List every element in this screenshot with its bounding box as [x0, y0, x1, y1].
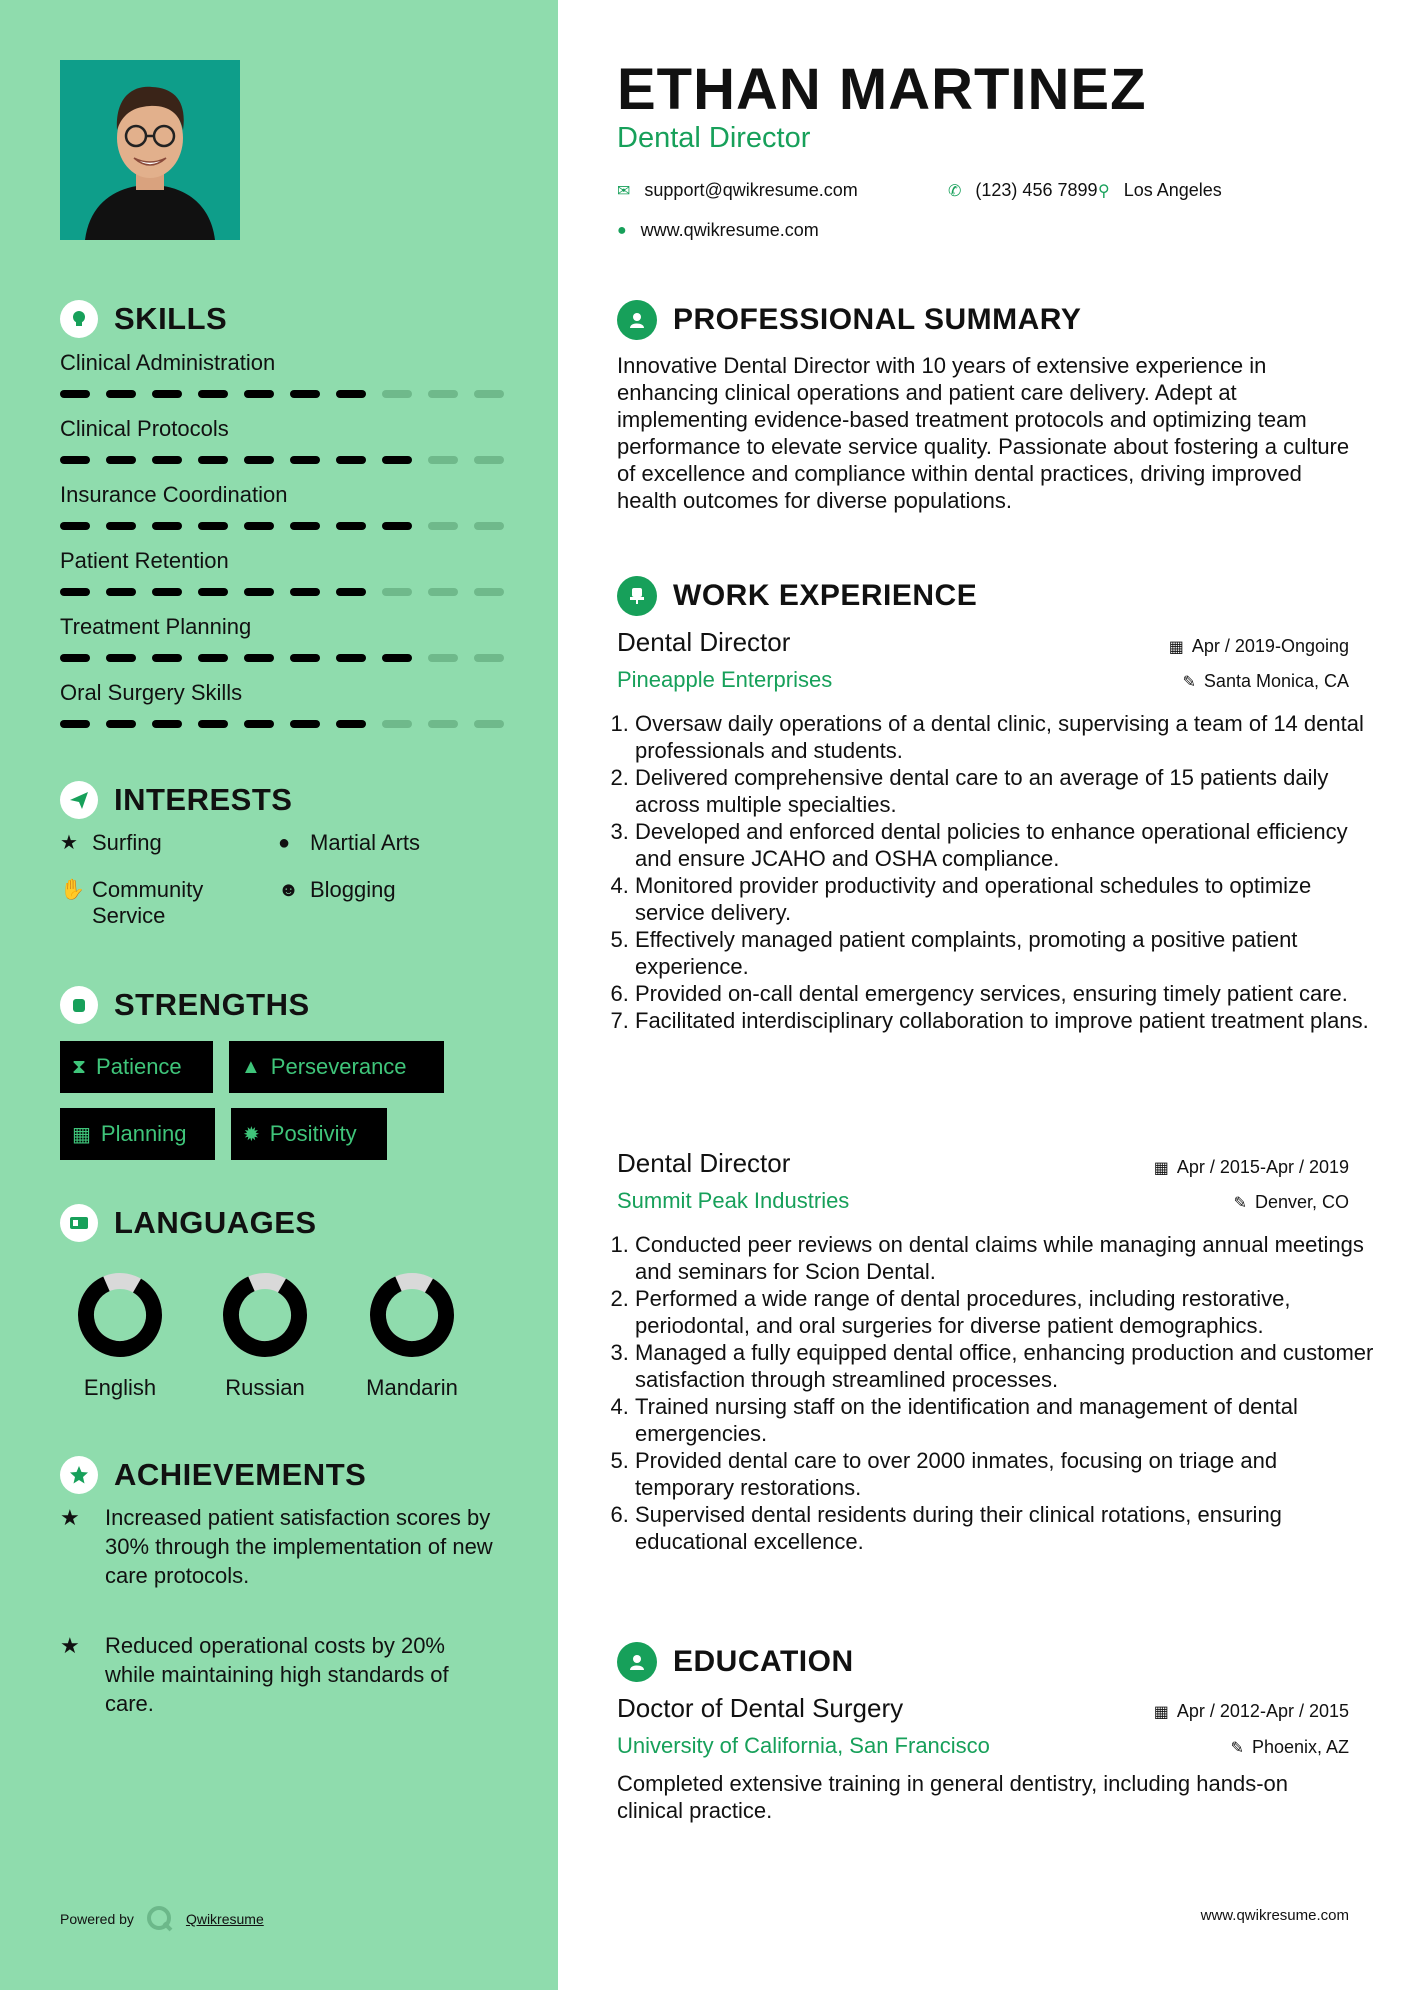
skill-dash: [428, 588, 458, 596]
skill-dash: [106, 588, 136, 596]
contact-location: [1098, 180, 1222, 201]
skill-dash: [198, 654, 228, 662]
summary-header: [617, 300, 1081, 340]
binoculars-icon: ▲: [241, 1055, 261, 1078]
skill-dash: [336, 720, 366, 728]
footer-website[interactable]: www.qwikresume.com: [1200, 1907, 1349, 1924]
skill-item: [60, 614, 500, 640]
job-dates-text: Apr / 2019-Ongoing: [1191, 636, 1349, 656]
skill-dash: [244, 720, 274, 728]
skill-dash: [198, 522, 228, 530]
strength-badge: [231, 1108, 387, 1160]
skill-dash: [428, 720, 458, 728]
education-title: EDUCATION: [673, 1645, 854, 1678]
skill-item: [60, 548, 500, 574]
skill-dash: [290, 588, 320, 596]
contact-website[interactable]: [617, 220, 819, 241]
email-text: support@qwikresume.com: [644, 180, 858, 200]
globe-icon: ●: [617, 221, 627, 239]
star-icon: ★: [60, 832, 78, 854]
skill-dash: [382, 588, 412, 596]
skill-dash: [106, 720, 136, 728]
skill-dash: [244, 390, 274, 398]
interest-item: [60, 830, 162, 856]
skill-label: Oral Surgery Skills: [60, 680, 243, 705]
job-location-text: Santa Monica, CA: [1203, 671, 1349, 691]
interest-label: Blogging: [310, 877, 396, 902]
skill-dash: [198, 456, 228, 464]
sidebar: [0, 0, 558, 1990]
fist-icon: [60, 986, 98, 1024]
skill-dash: [474, 588, 504, 596]
skill-label: Clinical Administration: [60, 350, 276, 375]
experience-header: [617, 576, 977, 616]
education-dates: [1154, 1701, 1349, 1722]
job-dates: [1169, 636, 1349, 657]
skills-title: SKILLS: [114, 301, 228, 336]
education-location-text: Phoenix, AZ: [1251, 1737, 1349, 1757]
map-pin-icon: ⚲: [1098, 182, 1110, 200]
skill-dash: [244, 522, 274, 530]
globe-icon: ●: [278, 832, 291, 854]
strength-label: Planning: [100, 1121, 187, 1146]
duty-item: 5. Provided dental care to over 2000 inmates, focusing on triage and temporary restorations.: [635, 1447, 1375, 1501]
duty-item: 5. Effectively managed patient complaints, promoting a positive patient experience.: [635, 926, 1375, 980]
users-icon: ☻: [278, 879, 300, 901]
interest-label: Martial Arts: [310, 830, 421, 855]
skill-dash: [60, 390, 90, 398]
shooting-star-icon: ★: [60, 1633, 80, 1658]
skill-dash: [106, 522, 136, 530]
job-location: [1234, 1192, 1349, 1213]
phone-text: (123) 456 7899: [975, 180, 1098, 200]
skill-level-bar: [60, 588, 500, 596]
degree-title: Doctor of Dental Surgery: [617, 1693, 904, 1723]
achievements-header: [60, 1456, 366, 1494]
strength-badge: [60, 1108, 215, 1160]
job-dates: [1154, 1157, 1349, 1178]
languages-title: LANGUAGES: [114, 1205, 317, 1240]
skill-dash: [290, 654, 320, 662]
skill-label: Clinical Protocols: [60, 416, 229, 441]
skill-dash: [290, 522, 320, 530]
skill-label: Insurance Coordination: [60, 482, 288, 507]
skill-level-bar: [60, 390, 500, 398]
skill-dash: [336, 390, 366, 398]
education-text: Completed extensive training in general dentistry, including hands-on clinical practice.: [617, 1771, 1288, 1823]
strength-badge: [229, 1041, 444, 1093]
skill-dash: [152, 588, 182, 596]
skill-dash: [60, 720, 90, 728]
office-chair-icon: [617, 576, 657, 616]
skill-item: [60, 482, 500, 508]
duty-item: 2. Performed a wide range of dental procedures, including restorative, periodontal, and oral surgeries for diverse patient demographics.: [635, 1285, 1375, 1339]
skill-dash: [198, 390, 228, 398]
skill-label: Patient Retention: [60, 548, 229, 573]
calendar-icon: ▦: [1153, 1703, 1169, 1721]
interests-header: [60, 781, 292, 819]
skill-dash: [336, 654, 366, 662]
duty-item: 6. Supervised dental residents during their clinical rotations, ensuring educational excellence.: [635, 1501, 1375, 1555]
strength-label: Perseverance: [270, 1054, 407, 1079]
pushpin-icon: ✎: [1182, 673, 1196, 691]
skill-dash: [152, 456, 182, 464]
achievements-title: ACHIEVEMENTS: [114, 1457, 367, 1492]
duty-item: 1. Conducted peer reviews on dental claims while managing annual meetings and seminars for Scion Dental.: [635, 1231, 1375, 1285]
pushpin-icon: ✎: [1233, 1194, 1247, 1212]
calendar-icon: ▦: [1168, 638, 1184, 656]
qwikresume-logo-icon: [146, 1905, 174, 1933]
job-company: Summit Peak Industries: [617, 1188, 850, 1213]
interests-title: INTERESTS: [114, 782, 293, 817]
achievement-text: Reduced operational costs by 20% while maintaining high standards of care.: [105, 1633, 449, 1716]
duty-item: 2. Delivered comprehensive dental care to an average of 15 patients daily across multiple specialties.: [635, 764, 1375, 818]
paper-plane-icon: [60, 781, 98, 819]
star-badge-icon: [60, 1456, 98, 1494]
skill-dash: [106, 390, 136, 398]
duty-item: 7. Facilitated interdisciplinary collaboration to improve patient treatment plans.: [635, 1007, 1375, 1034]
education-location: [1231, 1737, 1349, 1758]
skill-dash: [290, 720, 320, 728]
skill-dash: [152, 390, 182, 398]
sun-icon: ✹: [243, 1123, 260, 1146]
contact-email[interactable]: [617, 180, 858, 201]
skill-dash: [474, 720, 504, 728]
skills-header: [60, 300, 227, 338]
education-header: [617, 1642, 854, 1682]
job-duties: [617, 710, 1375, 1034]
skill-level-bar: [60, 456, 500, 464]
website-text: www.qwikresume.com: [640, 220, 819, 240]
skill-dash: [474, 522, 504, 530]
powered-by: [60, 1905, 264, 1933]
skill-item: [60, 350, 500, 376]
job-title: Dental Director: [617, 1148, 791, 1178]
skill-level-bar: [60, 720, 500, 728]
experience-title: WORK EXPERIENCE: [673, 579, 978, 612]
achievement-item: [60, 1631, 500, 1718]
interest-item: [278, 877, 396, 903]
duty-item: 3. Developed and enforced dental policies to enhance operational efficiency and ensure JCAHO and OSHA compliance.: [635, 818, 1375, 872]
skill-dash: [60, 456, 90, 464]
skill-dash: [290, 390, 320, 398]
skill-dash: [382, 654, 412, 662]
language-label: Russian: [225, 1375, 305, 1400]
skill-item: [60, 416, 500, 442]
strength-badge: [60, 1041, 213, 1093]
pushpin-icon: ✎: [1230, 1739, 1244, 1757]
candidate-title: Dental Director: [617, 122, 811, 154]
hourglass-icon: ⧗: [72, 1055, 87, 1078]
calendar-icon: ▦: [72, 1123, 91, 1146]
skill-label: Treatment Planning: [60, 614, 252, 639]
skill-dash: [474, 654, 504, 662]
skill-dash: [152, 522, 182, 530]
skill-dash: [198, 720, 228, 728]
job-location-text: Denver, CO: [1254, 1192, 1349, 1212]
skill-dash: [244, 588, 274, 596]
school-name: University of California, San Francisco: [617, 1733, 990, 1758]
job-company: Pineapple Enterprises: [617, 667, 833, 692]
language-label: Mandarin: [366, 1375, 458, 1400]
strengths-header: [60, 986, 310, 1024]
job-title: Dental Director: [617, 627, 791, 657]
skill-dash: [106, 456, 136, 464]
language-rings: [0, 1270, 558, 1370]
phone-icon: ✆: [948, 182, 962, 200]
qwikresume-link[interactable]: Qwikresume: [185, 1911, 264, 1927]
job-location: [1183, 671, 1349, 692]
envelope-icon: ✉: [617, 182, 631, 200]
skill-dash: [336, 522, 366, 530]
achievement-text: Increased patient satisfaction scores by 30% through the implementation of new care protocols.: [105, 1505, 493, 1588]
duty-item: 4. Monitored provider productivity and operational schedules to optimize service delivery.: [635, 872, 1375, 926]
skill-dash: [106, 654, 136, 662]
strengths-title: STRENGTHS: [114, 987, 310, 1022]
skill-dash: [428, 522, 458, 530]
job-dates-text: Apr / 2015-Apr / 2019: [1176, 1157, 1349, 1177]
skill-dash: [382, 522, 412, 530]
skill-level-bar: [60, 654, 500, 662]
duty-item: 4. Trained nursing staff on the identification and management of dental emergencies.: [635, 1393, 1375, 1447]
skill-level-bar: [60, 522, 500, 530]
education-dates-text: Apr / 2012-Apr / 2015: [1176, 1701, 1349, 1721]
interest-item: [278, 830, 420, 856]
summary-title: PROFESSIONAL SUMMARY: [673, 303, 1082, 336]
candidate-name: ETHAN MARTINEZ: [617, 57, 1147, 122]
skill-dash: [336, 456, 366, 464]
powered-by-label: Powered by: [60, 1911, 134, 1927]
skill-dash: [244, 456, 274, 464]
skill-dash: [198, 588, 228, 596]
interest-label: Community Service: [92, 877, 204, 928]
user-icon: [617, 300, 657, 340]
skill-dash: [60, 654, 90, 662]
skill-dash: [152, 654, 182, 662]
skill-dash: [382, 720, 412, 728]
summary-text: Innovative Dental Director with 10 years of extensive experience in enhancing clinical operations and patient care delivery. Adept at implementing evidence-based treatment protocols and optimizing team performance to elevate service quality. Passionate about fostering a culture of excellence and compliance within dental practices, driving improved health outcomes for diverse populations.: [617, 353, 1350, 513]
skill-dash: [382, 390, 412, 398]
skill-dash: [152, 720, 182, 728]
languages-header: [60, 1204, 317, 1242]
skill-dash: [428, 456, 458, 464]
skill-dash: [290, 456, 320, 464]
skill-dash: [474, 456, 504, 464]
strength-label: Positivity: [269, 1121, 357, 1146]
location-text: Los Angeles: [1123, 180, 1222, 200]
skill-dash: [60, 522, 90, 530]
shooting-star-icon: ★: [60, 1505, 80, 1530]
skill-dash: [244, 654, 274, 662]
graduation-icon: [617, 1642, 657, 1682]
profile-photo: [60, 60, 240, 240]
duty-item: 6. Provided on-call dental emergency services, ensuring timely patient care.: [635, 980, 1375, 1007]
skill-dash: [336, 588, 366, 596]
skill-dash: [474, 390, 504, 398]
interest-item: [60, 877, 240, 929]
calendar-icon: ▦: [1153, 1159, 1169, 1177]
skill-dash: [382, 456, 412, 464]
strength-label: Patience: [96, 1054, 182, 1079]
lightbulb-icon: [60, 300, 98, 338]
achievement-item: [60, 1503, 500, 1590]
skill-dash: [60, 588, 90, 596]
language-icon: [60, 1204, 98, 1242]
skill-dash: [428, 654, 458, 662]
hand-icon: ✋: [60, 879, 85, 901]
interest-label: Surfing: [92, 830, 162, 855]
contact-phone[interactable]: [948, 180, 1098, 201]
language-label: English: [83, 1375, 157, 1400]
duty-item: 3. Managed a fully equipped dental office, enhancing production and customer satisfaction through streamlined processes.: [635, 1339, 1375, 1393]
duty-item: 1. Oversaw daily operations of a dental clinic, supervising a team of 14 dental professionals and students.: [635, 710, 1375, 764]
job-duties: [617, 1231, 1375, 1555]
skill-dash: [428, 390, 458, 398]
skill-item: [60, 680, 500, 706]
